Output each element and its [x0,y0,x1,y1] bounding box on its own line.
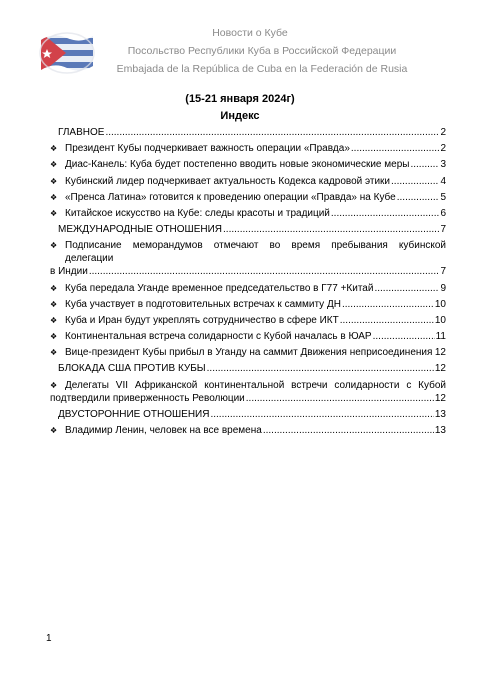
header-embassy-ru: Посольство Республики Куба в Российской Федерации [127,45,397,57]
toc-entry-page: 10 [434,298,446,310]
toc-section[interactable] [50,408,446,421]
toc-entry[interactable] [50,175,446,188]
toc-leader-dots [105,126,439,139]
toc-leader-dots [373,330,435,343]
diamond-bullet-icon: ❖ [50,160,58,170]
toc-entry-title: «Пренса Латина» готовится к проведению операции «Правда» на Кубе [65,191,396,203]
toc-entry-page: 2 [440,127,446,138]
toc-entry-page: 6 [440,207,446,219]
toc-entry-title-cont: подтвердили приверженность Революции [50,392,245,404]
toc-entry-title: Диас-Канель: Куба будет постепенно вводить новые экономические меры [65,159,410,171]
toc-entry-title: Подписание меморандумов отмечают во время пребывания кубинской делегации [65,240,446,265]
toc-entry[interactable] [50,330,446,343]
toc-entry-title: Президент Кубы подчеркивает важность операции «Правда» [65,143,350,155]
toc-entry-line1 [50,239,446,265]
toc-leader-dots [340,314,434,327]
toc-section-title: МЕЖДУНАРОДНЫЕ ОТНОШЕНИЯ [58,224,223,236]
diamond-bullet-icon: ❖ [50,208,58,218]
toc-entry-page: 12 [434,363,446,375]
toc-entry[interactable] [50,207,446,220]
diamond-bullet-icon: ❖ [50,426,58,435]
toc-leader-dots [397,191,440,204]
diamond-bullet-icon: ❖ [50,176,58,186]
toc-entry-page: 4 [440,175,446,187]
toc-section-title: БЛОКАДА США ПРОТИВ КУБЫ [58,363,206,375]
toc-entry-page: 11 [435,331,446,343]
toc-section-title: ДВУСТОРОННИЕ ОТНОШЕНИЯ [58,408,210,420]
toc-entry-title: Делегаты VII Африканской континентальной встречи солидарности с Кубой [65,379,446,391]
toc-entry-page: 7 [440,224,446,236]
toc-entry[interactable] [50,239,446,278]
toc-entry-page: 3 [440,159,446,171]
toc-entry-page: 2 [440,143,446,155]
toc-entry-page: 9 [440,282,446,294]
header-news: Новости о Кубе [212,27,288,39]
toc-entry[interactable] [50,158,446,171]
toc-leader-dots [391,175,439,188]
toc-leader-dots [210,408,433,421]
toc-entry[interactable] [50,282,446,295]
diamond-bullet-icon: ❖ [50,144,58,154]
toc-entry-title: Вице-президент Кубы прибыл в Уганду на саммит Движения неприсоединения [65,347,433,359]
index-title: Индекс [220,110,260,122]
toc-section[interactable] [50,223,446,236]
toc-entry-title: Куба и Иран будут укреплять сотрудничество в сфере ИКТ [65,314,339,326]
toc-section[interactable] [50,126,446,139]
toc-leader-dots [207,362,434,375]
diamond-bullet-icon: ❖ [50,348,58,358]
toc-leader-dots [374,282,439,295]
diamond-bullet-icon: ❖ [50,192,58,202]
toc-entry-page: 10 [434,314,446,326]
toc-entry[interactable] [50,379,446,405]
toc-entry-title: Китайское искусство на Кубе: следы красоты и традиций [65,207,330,219]
toc-entry-line2 [50,265,446,278]
diamond-bullet-icon: ❖ [50,299,58,309]
toc-entry-title: Владимир Ленин, человек на все времена [65,425,262,436]
toc-entry-page: 13 [434,425,446,436]
toc-leader-dots [89,265,440,278]
toc-entry-page: 5 [440,191,446,203]
toc-entry[interactable] [50,191,446,204]
toc-leader-dots [342,298,434,311]
toc-entry-page: 12 [434,347,446,359]
toc-entry[interactable] [50,298,446,311]
date-range: (15-21 января 2024г) [185,93,295,105]
toc-entry-page: 13 [434,408,446,420]
toc-leader-dots [410,158,439,171]
toc-leader-dots [263,424,434,437]
toc-entry-title: Куба участвует в подготовительных встречах к саммиту ДН [65,298,341,310]
header-embassy-es: Embajada de la República de Cuba en la Federación de Rusia [116,63,408,75]
toc-entry[interactable] [50,424,446,437]
toc-leader-dots [331,207,440,220]
page-number: 1 [46,633,52,644]
toc-entry-title: Куба передала Уганде временное председательство в Г77 +Китай [65,282,374,294]
toc-entry-title: Кубинский лидер подчеркивает актуальность Кодекса кадровой этики [65,175,391,187]
toc-leader-dots [351,142,440,155]
toc-section-title: ГЛАВНОЕ [58,127,105,138]
toc-section[interactable] [50,362,446,375]
toc-entry-title-cont: в Индии [50,266,88,278]
diamond-bullet-icon: ❖ [50,315,58,325]
table-of-contents [50,126,446,440]
diamond-bullet-icon: ❖ [50,380,58,390]
toc-leader-dots [223,223,439,236]
toc-entry-page: 12 [434,392,446,404]
toc-entry-page: 7 [440,266,446,278]
toc-entry-line1 [50,379,446,392]
diamond-bullet-icon: ❖ [50,332,58,342]
toc-entry-line2 [50,392,446,405]
diamond-bullet-icon: ❖ [50,283,58,293]
toc-entry[interactable] [50,142,446,155]
toc-entry-title: Континентальная встреча солидарности с Кубой началась в ЮАР [65,331,372,343]
diamond-bullet-icon: ❖ [50,241,58,251]
toc-leader-dots [246,392,434,405]
toc-entry[interactable] [50,314,446,327]
toc-entry[interactable] [50,346,446,359]
